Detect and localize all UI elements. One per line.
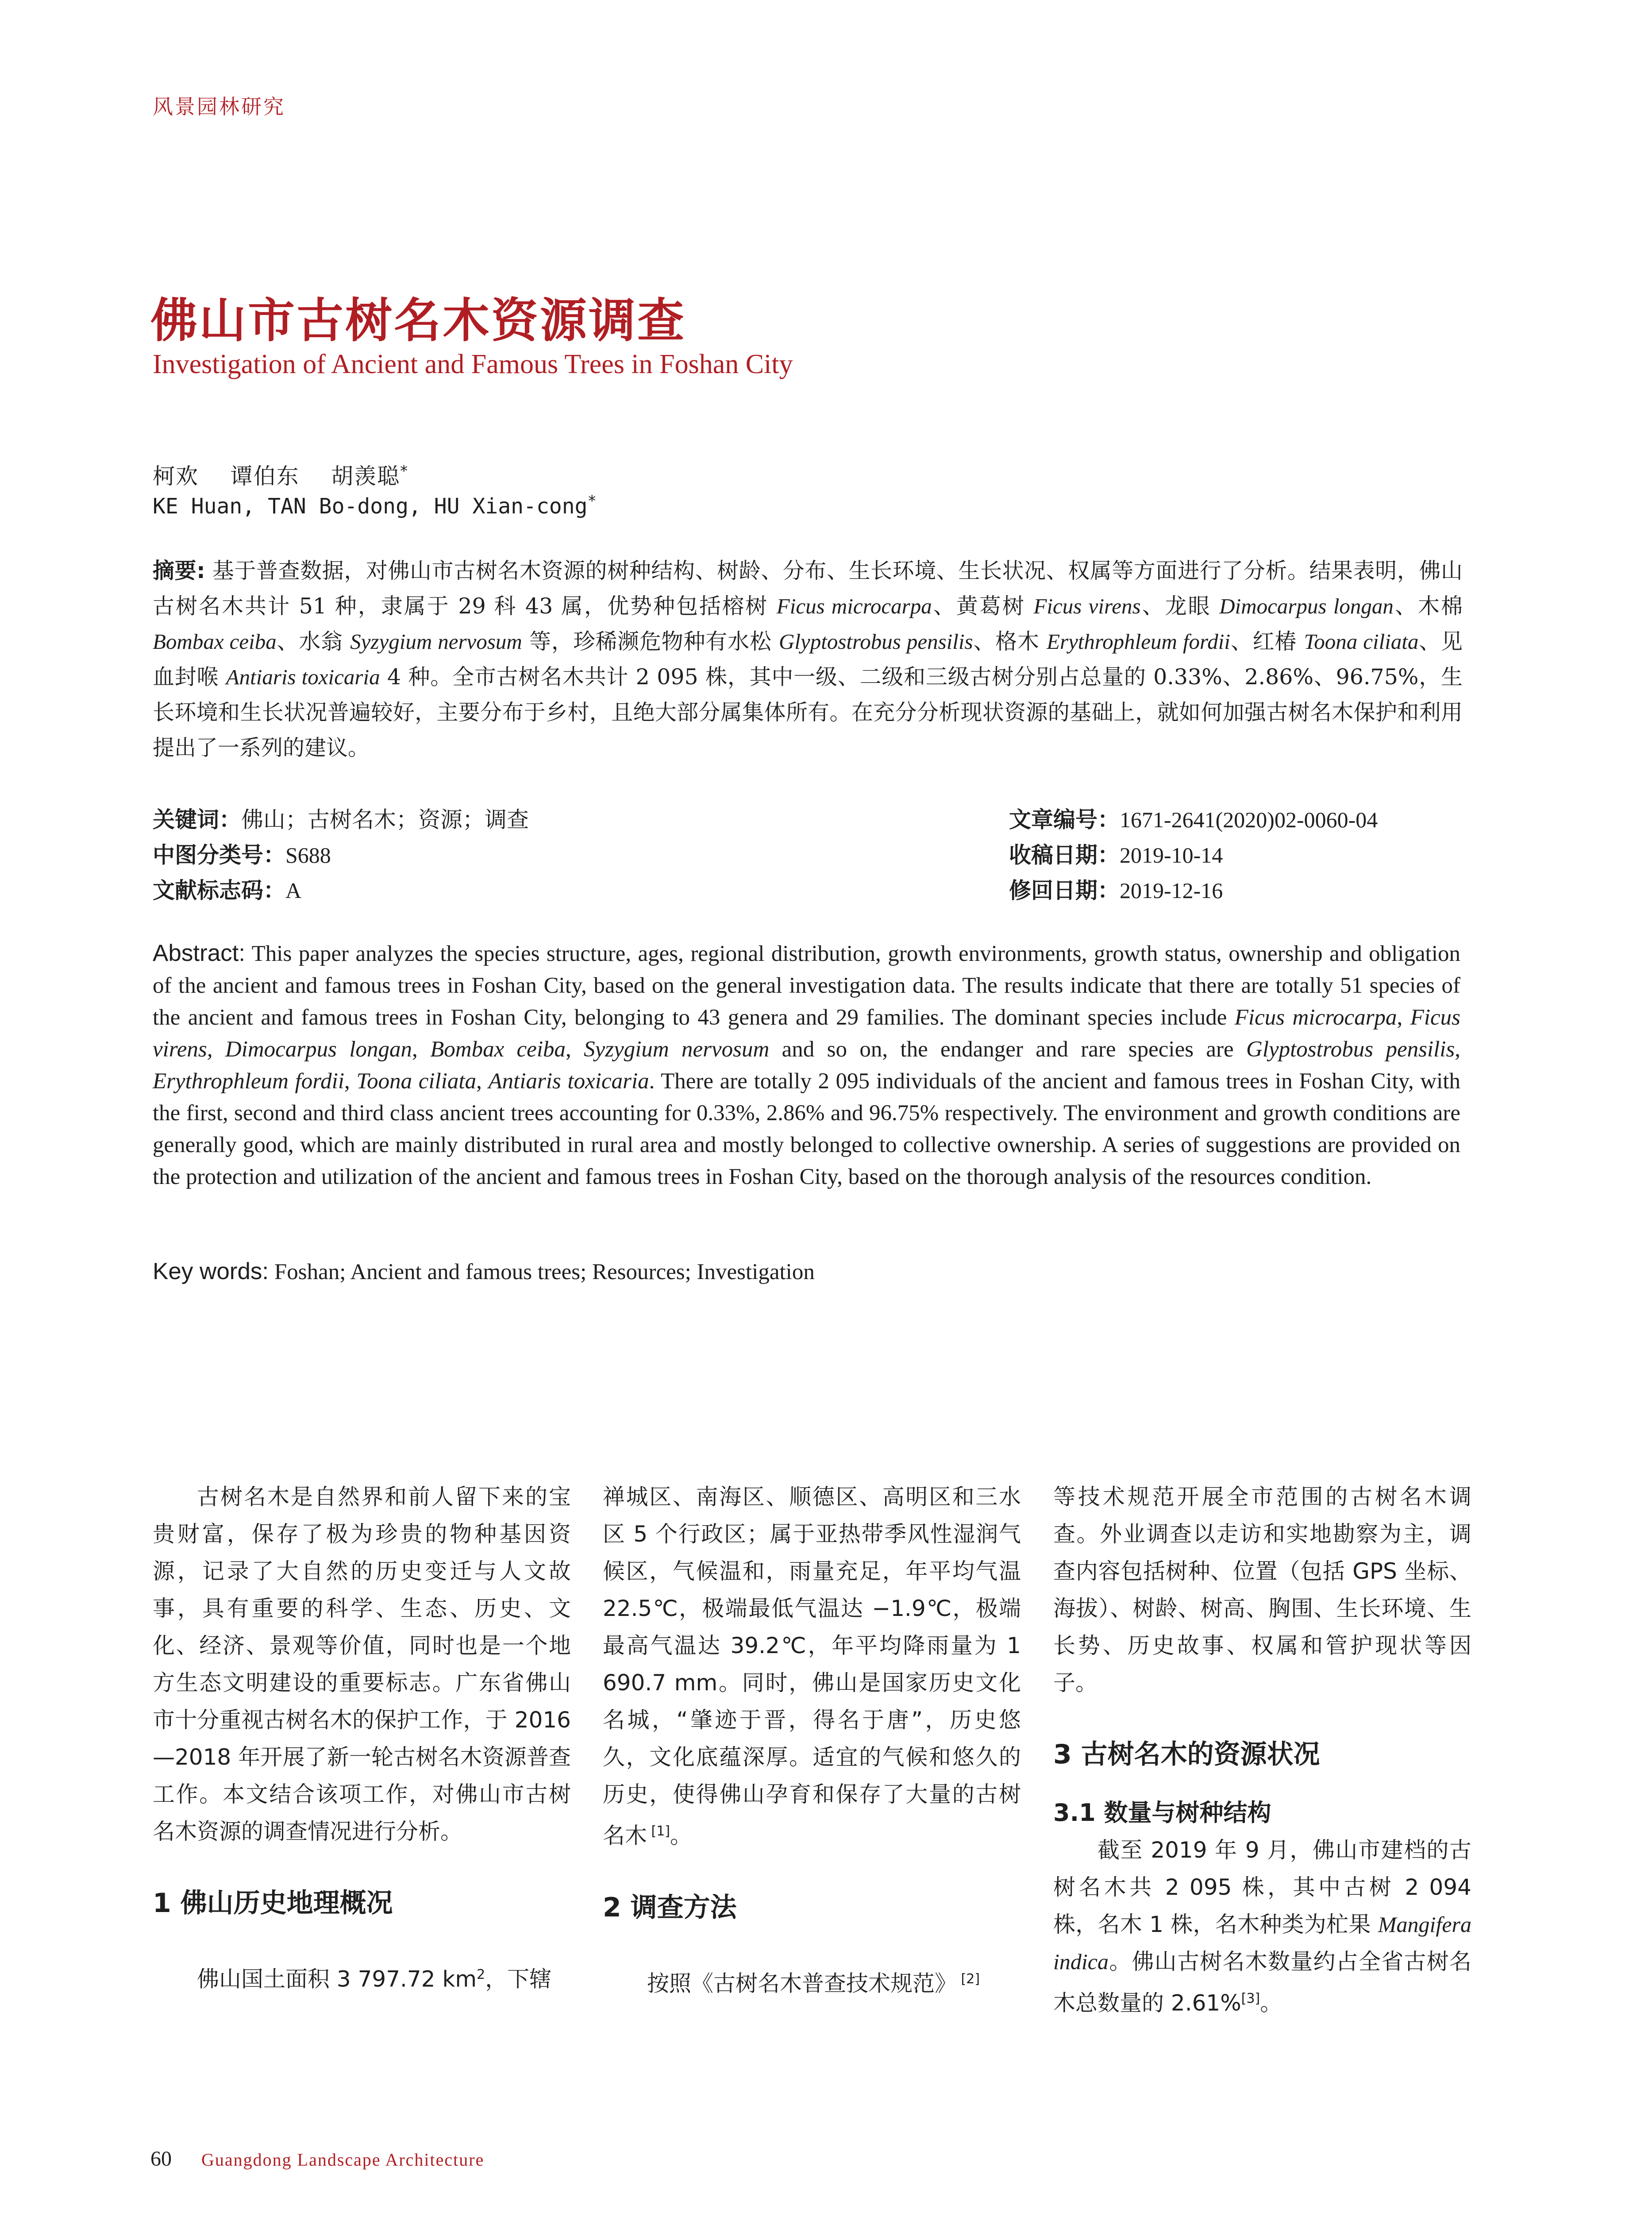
keywords-en-label: Key words: <box>153 1258 269 1284</box>
section-3-1-text: 。佛山古树名木数量约占全省古树名木总数量的 2.61% <box>1053 1949 1471 2016</box>
corresponding-mark-en: * <box>587 492 597 510</box>
article-no-value: 1671-2641(2020)02-0060-04 <box>1120 807 1378 832</box>
species-name: Ficus microcarpa <box>776 594 932 618</box>
footer-journal-name: Guangdong Landscape Architecture <box>201 2150 485 2170</box>
section-2-continued: 等技术规范开展全市范围的古树名木调查。外业调查以走访和实地勘察为主，调查内容包括树种、位置（包括 GPS 坐标、海拔）、树龄、树高、胸围、生长环境、生长势、历史故事、权属和管护现状等因子。 <box>1053 1484 1471 1696</box>
abstract-en-text: This paper analyzes the species structure, ages, regional distribution, growth environments, growth status, ownership and obligation of the ancient and famous trees in Foshan City, based on the general investigation data. The results indicate that there are totally 51 species of the ancient and famous trees in Foshan City, belonging to 43 genera and 29 families. The dominant species include <box>153 941 1460 1030</box>
abstract-cn-label: 摘要: <box>153 558 205 583</box>
abstract-cn-text: 、黄葛树 <box>932 594 1034 619</box>
abstract-cn-text: 基于普查数据，对佛山市古树名木资源的树种结构、树龄、分布、生长环境、生长状况、权属等方面进行了分析。结果表明，佛山古树名木共计 51 种，隶属于 29 科 43 属，优势种包括榕树 <box>153 558 1463 619</box>
abstract-cn-text: 、见血封喉 <box>153 629 1463 690</box>
doc-code-label: 文献标志码： <box>153 878 285 903</box>
revised-value: 2019-12-16 <box>1120 878 1223 903</box>
abstract-cn-text: 、格木 <box>973 629 1047 654</box>
citation-ref: [3] <box>1241 1991 1260 2006</box>
species-name: Antiaris toxicaria <box>226 665 380 689</box>
abstract-en-text: , <box>1455 1037 1461 1062</box>
species-name: Toona ciliata <box>356 1069 477 1094</box>
abstract-en-text: , <box>566 1037 584 1062</box>
abstract-cn-text: 等，珍稀濒危物种有水松 <box>522 629 779 654</box>
revised-label: 修回日期： <box>1009 878 1120 903</box>
abstract-en-text: , <box>476 1069 489 1094</box>
section-1-paragraph <box>153 1956 571 1998</box>
received-label: 收稿日期： <box>1009 842 1120 868</box>
abstract-cn-text: 、红椿 <box>1230 629 1304 654</box>
keywords-en-value: Foshan; Ancient and famous trees; Resources; Investigation <box>269 1260 815 1284</box>
keywords-label: 关键词： <box>153 807 241 833</box>
section-1-text: 佛山国土面积 3 797.72 km <box>197 1966 477 1992</box>
keywords-value: 佛山；古树名木；资源；调查 <box>241 807 529 833</box>
article-title-cn: 佛山市古树名木资源调查 <box>150 293 686 348</box>
species-name: Antiaris toxicaria <box>488 1069 649 1094</box>
species-name: Glyptostrobus pensilis <box>778 629 973 654</box>
body-column-2 <box>603 1478 1021 2002</box>
species-name: Erythrophleum fordii <box>153 1069 345 1094</box>
abstract-en <box>153 937 1460 1193</box>
superscript: 2 <box>477 1967 485 1982</box>
meta-right <box>1009 802 1378 908</box>
species-name: Bombax ceiba <box>430 1037 566 1062</box>
species-name: Glyptostrobus pensilis <box>1246 1037 1455 1062</box>
section-heading-2: 2 调查方法 <box>603 1892 737 1923</box>
clc-value: S688 <box>285 843 331 867</box>
received-value: 2019-10-14 <box>1120 843 1223 867</box>
species-name: Mangifera indica <box>1053 1912 1471 1974</box>
body-column-1 <box>153 1478 571 1998</box>
abstract-en-text: . There are totally 2 095 individuals of the ancient and famous trees in Foshan City, with the first, second and third class ancient trees accounting for 0.33%, 2.86% and 96.75% respectively. The environment and growth conditions are generally good, which are mainly distributed in rural area and mostly belonged to collective ownership. A series of suggestions are provided on the protection and utilization of the ancient and famous trees in Foshan City, based on the thorough analysis of the resources condition. <box>153 1069 1461 1189</box>
page-number: 60 <box>150 2147 172 2171</box>
species-name: Toona ciliata <box>1304 629 1419 654</box>
received-row <box>1009 837 1378 873</box>
keywords-en <box>153 1258 815 1285</box>
section-1-text: 禅城区、南海区、顺德区、高明区和三水区 5 个行政区；属于亚热带季风性湿润气候区，气候温和，雨量充足，年平均气温 22.5℃，极端最低气温达 −1.9℃，极端最高气温达 39.2℃，年平均降雨量为 1 690.7 mm。同时，佛山是国家历史文化名城，“肇迹于晋，得名于唐”，历史悠久，文化底蕴深厚。适宜的气候和悠久的历史，使得佛山孕育和保存了大量的古树名木 <box>603 1484 1021 1849</box>
section-heading-3: 3 古树名木的资源状况 <box>1053 1739 1320 1770</box>
species-name: Syzygium nervosum <box>584 1037 770 1062</box>
clc-label: 中图分类号： <box>153 842 285 868</box>
abstract-en-text: and so on, the endanger and rare species are <box>769 1037 1246 1062</box>
species-name: Syzygium nervosum <box>350 629 522 654</box>
revised-row <box>1009 873 1378 908</box>
abstract-en-label: Abstract: <box>153 940 246 966</box>
species-name: Ficus microcarpa <box>1234 1005 1397 1030</box>
corresponding-mark: * <box>400 462 409 480</box>
doc-code-value: A <box>285 878 302 903</box>
section-2-text: 按照《古树名木普查技术规范》 <box>647 1970 957 1997</box>
section-1-continued <box>603 1478 1021 1854</box>
citation-ref: [1] <box>647 1824 670 1839</box>
section-3-1-text: 截至 2019 年 9 月，佛山市建档的古树名木共 2 095 株，其中古树 2 094 株，名木 1 株，名木种类为杧果 <box>1053 1837 1471 1937</box>
species-name: Erythrophleum fordii <box>1047 629 1231 654</box>
section-2-paragraph <box>603 1961 1021 2002</box>
body-column-3 <box>1053 1478 1471 2022</box>
section-1-text: 。 <box>670 1823 693 1849</box>
doc-code-row <box>153 873 529 908</box>
species-name: Ficus virens <box>1033 594 1141 618</box>
section-1-text: ，下辖 <box>485 1966 552 1992</box>
intro-paragraph: 古树名木是自然界和前人留下来的宝贵财富，保存了极为珍贵的物种基因资源，记录了大自然的历史变迁与人文故事，具有重要的科学、生态、历史、文化、经济、景观等价值，同时也是一个地方生态文明建设的重要标志。广东省佛山市十分重视古树名木的保护工作，于 2016—2018 年开展了新一轮古树名木资源普查工作。本文结合该项工作，对佛山市古树名木资源的调查情况进行分析。 <box>153 1484 571 1844</box>
section-3-1-text: 。 <box>1260 1990 1282 2016</box>
abstract-cn-text: 4 种。全市古树名木共计 2 095 株，其中一级、二级和三级古树分别占总量的 0.33%、2.86%、96.75%，生长环境和生长状况普遍较好，主要分布于乡村，且绝大部分属集体所有。在充分分析现状资源的基础上，就如何加强古树名木保护和利用提出了一系列的建议。 <box>153 664 1463 760</box>
abstract-en-text: , <box>1397 1005 1410 1030</box>
article-title-en: Investigation of Ancient and Famous Trees in Foshan City <box>153 349 793 379</box>
species-name: Ficus virens, Dimocarpus longan <box>153 1005 1460 1062</box>
section-heading-1: 1 佛山历史地理概况 <box>153 1888 393 1919</box>
citation-ref: [2] <box>957 1971 980 1987</box>
authors-en-names: KE Huan, TAN Bo-dong, HU Xian-cong <box>153 494 588 519</box>
abstract-cn-text: 、龙眼 <box>1140 594 1220 619</box>
authors-cn-names: 柯欢 谭伯东 胡羡聪 <box>153 463 400 489</box>
meta-left <box>153 802 529 908</box>
abstract-cn-text: 、水翁 <box>276 629 350 654</box>
subsection-heading-3-1: 3.1 数量与树种结构 <box>1053 1799 1271 1827</box>
clc-row <box>153 837 529 873</box>
article-no-label: 文章编号： <box>1009 807 1120 833</box>
article-no-row <box>1009 802 1378 837</box>
abstract-en-text: , <box>344 1069 357 1094</box>
journal-header: 风景园林研究 <box>153 95 285 119</box>
section-3-1-paragraph <box>1053 1831 1471 2022</box>
abstract-en-text: , <box>412 1037 431 1062</box>
authors-cn <box>153 459 408 490</box>
species-name: Bombax ceiba <box>153 629 277 654</box>
keywords-row <box>153 802 529 837</box>
abstract-cn-text: 、木棉 <box>1393 594 1463 619</box>
species-name: Dimocarpus longan <box>1219 594 1394 618</box>
abstract-cn <box>153 553 1463 766</box>
authors-en <box>153 492 597 519</box>
